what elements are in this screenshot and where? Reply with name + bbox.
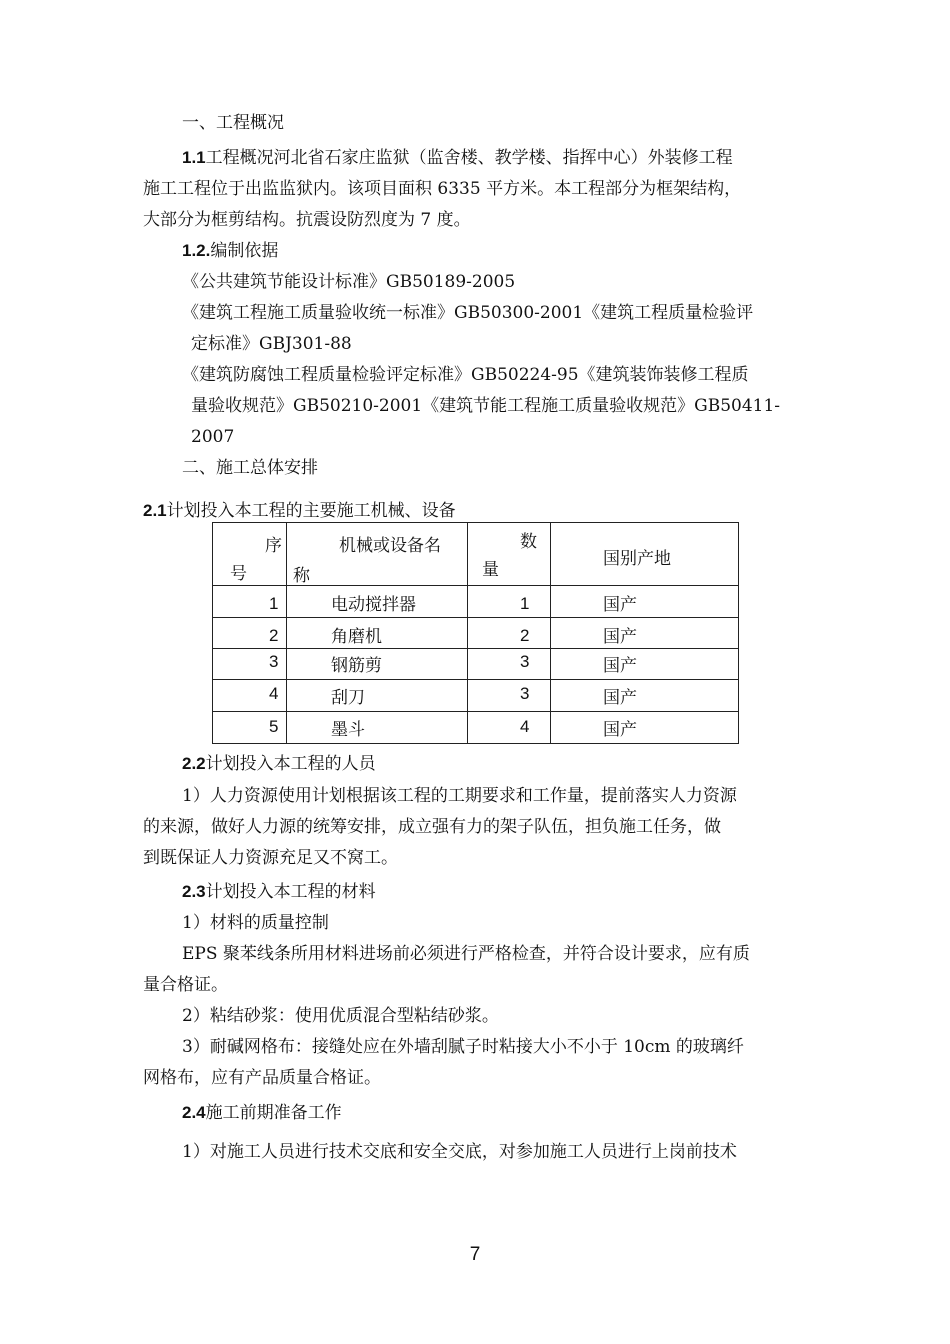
paragraph-2-4-number: 2.4 [182,1103,206,1122]
section2-heading: 二、施工总体安排 [182,458,318,478]
paragraph-1-1-number: 1.1 [182,148,206,167]
paragraph-2-2-line1: 1）人力资源使用计划根据该工程的工期要求和工作量，提前落实人力资源 [182,786,737,806]
cell-seq: 1 [269,594,279,613]
paragraph-2-2-number: 2.2 [182,754,206,773]
cell-qty: 3 [520,652,530,671]
cell-origin: 国产 [603,688,637,708]
paragraph-2-1-number: 2.1 [143,501,167,520]
standard-1: 《公共建筑节能设计标准》GB50189-2005 [182,272,516,292]
page-number: 7 [469,1244,481,1265]
table-row [213,680,739,712]
table-row [213,712,739,744]
paragraph-1-1-line2: 施工工程位于出监监狱内。该项目面积 6335 平方米。本工程部分为框架结构， [143,179,742,199]
paragraph-2-3-heading: 2.3计划投入本工程的材料 [182,882,376,902]
standard-3-line2: 量验收规范》GB50210-2001《建筑节能工程施工质量验收规范》GB50411- [191,396,781,416]
header-origin: 国别产地 [551,523,739,586]
section1-heading: 一、工程概况 [182,113,284,133]
paragraph-2-3-item3-line1: 3）耐碱网格布：接缝处应在外墙刮腻子时粘接大小不小于 10cm 的玻璃纤 [182,1037,744,1057]
paragraph-2-3-number: 2.3 [182,882,206,901]
paragraph-1-2-number: 1.2. [182,241,211,260]
paragraph-2-3-item2: 2）粘结砂浆：使用优质混合型粘结砂浆。 [182,1006,499,1026]
paragraph-2-4-item1: 1）对施工人员进行技术交底和安全交底，对参加施工人员进行上岗前技术 [182,1142,737,1162]
table-header-row [213,523,739,586]
cell-name: 刮刀 [331,688,365,708]
cell-name: 墨斗 [331,720,365,740]
paragraph-2-4-heading: 2.4施工前期准备工作 [182,1103,342,1123]
standard-2-line1: 《建筑工程施工质量验收统一标准》GB50300-2001《建筑工程质量检验评 [182,303,754,323]
paragraph-2-2-line2: 的来源，做好人力源的统筹安排，成立强有力的架子队伍，担负施工任务，做 [143,817,721,837]
cell-seq: 4 [269,684,279,703]
paragraph-2-3-item3-line2: 网格布，应有产品质量合格证。 [143,1068,381,1088]
cell-name: 电动搅拌器 [331,595,416,615]
table-row [213,649,739,680]
cell-origin: 国产 [603,720,637,740]
paragraph-1-1-line1: 1.1工程概况河北省石家庄监狱（监舍楼、教学楼、指挥中心）外装修工程 [182,148,733,168]
table-row [213,618,739,649]
header-qty: 数 量 [468,523,551,586]
paragraph-1-1-line3: 大部分为框剪结构。抗震设防烈度为 7 度。 [143,210,471,230]
standard-2-line2: 定标准》GBJ301-88 [191,334,352,354]
cell-qty: 2 [520,626,530,645]
cell-seq: 5 [269,717,279,736]
paragraph-2-3-eps-line2: 量合格证。 [143,975,228,995]
paragraph-2-2-line3: 到既保证人力资源充足又不窝工。 [143,848,398,868]
cell-qty: 1 [520,594,530,613]
cell-qty: 4 [520,717,530,736]
cell-name: 钢筋剪 [331,656,382,676]
paragraph-2-3-eps-line1: EPS 聚苯线条所用材料进场前必须进行严格检查，并符合设计要求，应有质 [182,944,750,964]
cell-seq: 2 [269,626,279,645]
paragraph-1-2-heading: 1.2.编制依据 [182,241,279,261]
equipment-table [212,522,739,744]
standard-3-line3: 2007 [191,427,235,447]
paragraph-2-2-heading: 2.2计划投入本工程的人员 [182,754,376,774]
paragraph-2-3-item1: 1）材料的质量控制 [182,913,329,933]
cell-name: 角磨机 [331,627,382,647]
header-seq: 序 号 [213,523,287,586]
table-row [213,586,739,618]
cell-origin: 国产 [603,595,637,615]
standard-3-line1: 《建筑防腐蚀工程质量检验评定标准》GB50224-95《建筑装饰装修工程质 [182,365,749,385]
cell-origin: 国产 [603,627,637,647]
cell-qty: 3 [520,684,530,703]
paragraph-2-1-heading: 2.1计划投入本工程的主要施工机械、设备 [143,501,456,521]
cell-origin: 国产 [603,656,637,676]
header-name: 机械或设备名 称 [287,523,468,586]
cell-seq: 3 [269,652,279,671]
